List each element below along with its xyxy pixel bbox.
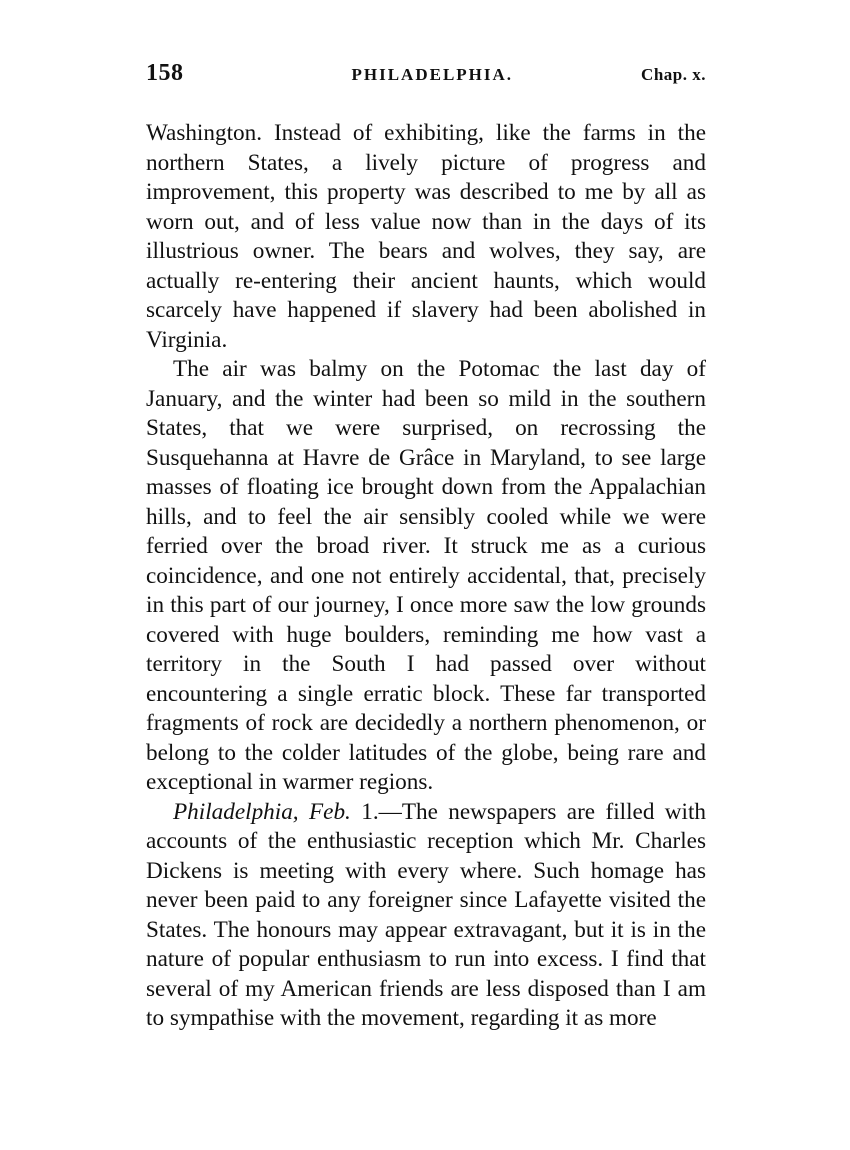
book-page	[146, 60, 706, 1034]
body-text	[146, 119, 706, 1034]
dateline-place: Philadelphia,	[173, 798, 299, 825]
running-title: PHILADELPHIA.	[351, 65, 514, 84]
paragraph-potomac: The air was balmy on the Potomac the last day of January, and the winter had been so mild in the southern States, that we were surprised, on recrossing the Susquehanna at Havre de Grâce in Maryland, to see large masses of floating ice brought down from the Appalachian hills, and to feel the air sensibly cooled while we were ferried over the broad river. It struck me as a curious coincidence, and one not entirely accidental, that, precisely in this part of our journey, I once more saw the low grounds covered with huge boulders, reminding me how vast a territory in the South I had passed over without encountering a single erratic block. These far transported fragments of rock are decidedly a northern phenomenon, or belong to the colder latitudes of the globe, being rare and exceptional in warmer regions.	[146, 356, 706, 795]
chapter-mark: Chap. x.	[641, 65, 706, 84]
dateline-day: 1.	[361, 798, 379, 825]
entry-text: —The newspapers are filled with accounts of the enthusiastic reception which Mr. Charles Dickens is meeting with every where. Such homage has never been paid to any foreigner since Lafayette visited the States. The honours may appear extravagant, but it is in the nature of popular enthusiasm to run into excess. I find that several of my American friends are less disposed than I am to sympathise with the movement, regarding it as more	[146, 798, 707, 1031]
paragraph-philadelphia-entry	[146, 798, 706, 1034]
running-head	[146, 60, 706, 100]
paragraph-continuation: Washington. Instead of exhibiting, like the farms in the northern States, a lively picture of progress and improvement, this property was described to me by all as worn out, and of less value now than in the days of its illustrious owner. The bears and wolves, they say, are actually re-entering their ancient haunts, which would scarcely have happened if slavery had been abolished in Virginia.	[146, 120, 706, 353]
dateline-month: Feb.	[308, 798, 351, 825]
page-number: 158	[146, 60, 184, 86]
